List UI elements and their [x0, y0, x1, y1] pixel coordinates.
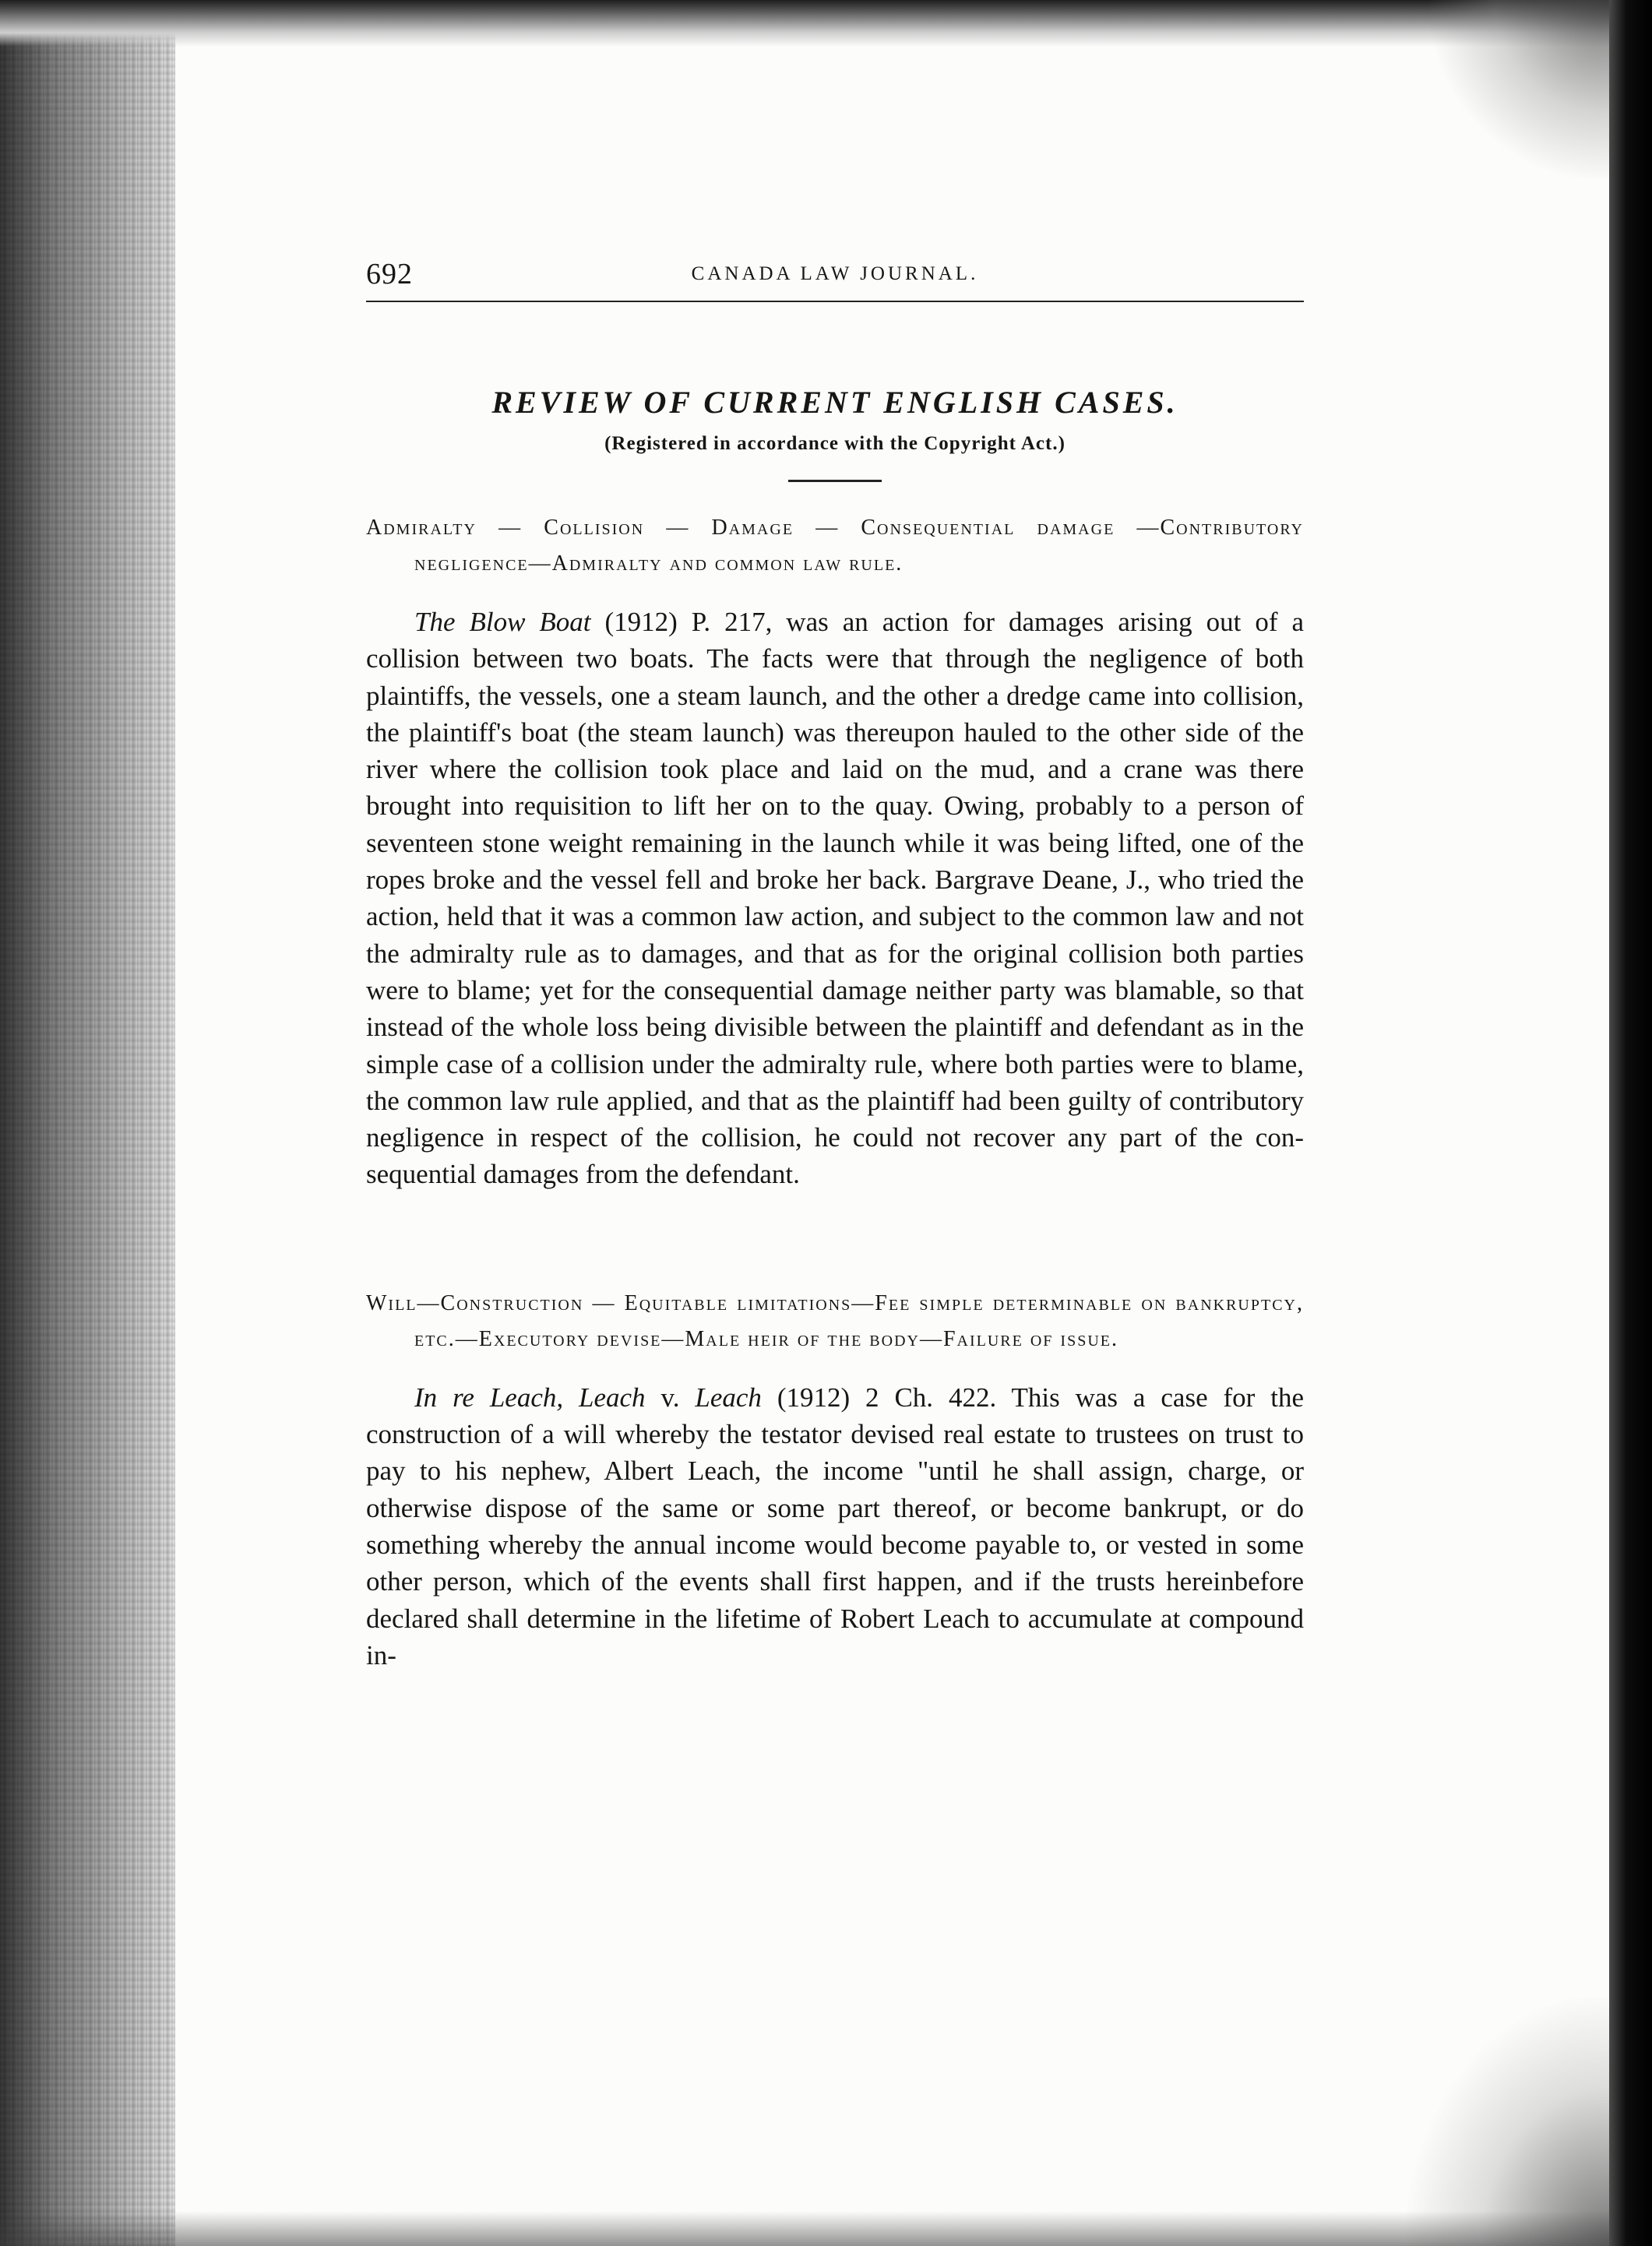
case2-v: v.	[645, 1382, 696, 1413]
page-number: 692	[366, 258, 413, 290]
running-head	[366, 257, 1304, 302]
bottom-edge-shadow	[0, 2211, 1652, 2246]
page-body	[366, 257, 1304, 1701]
copyright-note: (Registered in accordance with the Copyright Act.)	[604, 433, 1066, 454]
case2-headnote: Will—Construction — Equitable limitations—Fee simple determinable on bankruptcy, etc.—Executory devise—Male heir of the body—Failure of issue.	[366, 1290, 1304, 1351]
divider-rule	[788, 480, 882, 482]
right-edge-shadow	[1609, 0, 1652, 2246]
case2-case-name-2: Leach	[695, 1382, 762, 1413]
top-edge-shadow	[0, 0, 1652, 47]
case1-text: (1912) P. 217, was an action for damages arising out of a collision between two boats. The facts were that through the negligence of both plaintiffs, the vessels, one a steam launch, and the other a dredge came into collision, the plaintiff's boat (the steam launch) was thereupon hauled to the other side of the river where the collision took place and laid on the mud, and a crane was there brought into requisition to lift her on to the quay. Owing, probably to a person of seventeen stone weight remaining in the launch while it was being lifted, one of the ropes broke and the vessel fell and broke her back. Bargrave Deane, J., who tried the action, held that it was a common law action, and subject to the common law and not the admiralty rule as to damages, and that as for the original collision both parties were to blame; yet for the consequential damage neither party was blamable, so that instead of the whole loss being divisible between the plaintiff and defendant as in the simple case of a collision under the admiralty rule, where both parties were to blame, the common law rule applied, and that as the plaintiff had been guilty of contributory negligence in respect of the collision, he could not recover any part of the consequential damages from the defendant.	[366, 607, 1304, 1190]
case1-headnote: Admiralty — Collision — Damage — Consequential damage —Contributory negligence—Admiralty and common law rule.	[366, 516, 1304, 576]
journal-title: CANADA LAW JOURNAL.	[691, 263, 979, 284]
section-title: REVIEW OF CURRENT ENGLISH CASES.	[491, 385, 1178, 420]
case2-case-name: In re Leach, Leach	[414, 1382, 646, 1413]
top-right-smudge	[1430, 0, 1609, 179]
section-gap	[366, 1220, 1304, 1258]
left-binding-shadow	[0, 0, 175, 2246]
case1-case-name: The Blow Boat	[414, 607, 591, 637]
case2-text: (1912) 2 Ch. 422. This was a case for the construction of a will whereby the testator devised real estate to trustees on trust to pay to his nephew, Albert Leach, the income "until he shall assign, charge, or otherwise dispose of the same or some part thereof, or become bankrupt, or do something whereby the annual income would become payable to, or vested in some other person, which of the events shall first happen, and if the trusts hereinbefore declared shall determine in the lifetime of Robert Leach to accumulate at compound in-	[366, 1382, 1304, 1670]
case1-paragraph	[366, 604, 1304, 1193]
bottom-right-smudge	[1407, 1997, 1609, 2246]
case2-paragraph	[366, 1379, 1304, 1674]
